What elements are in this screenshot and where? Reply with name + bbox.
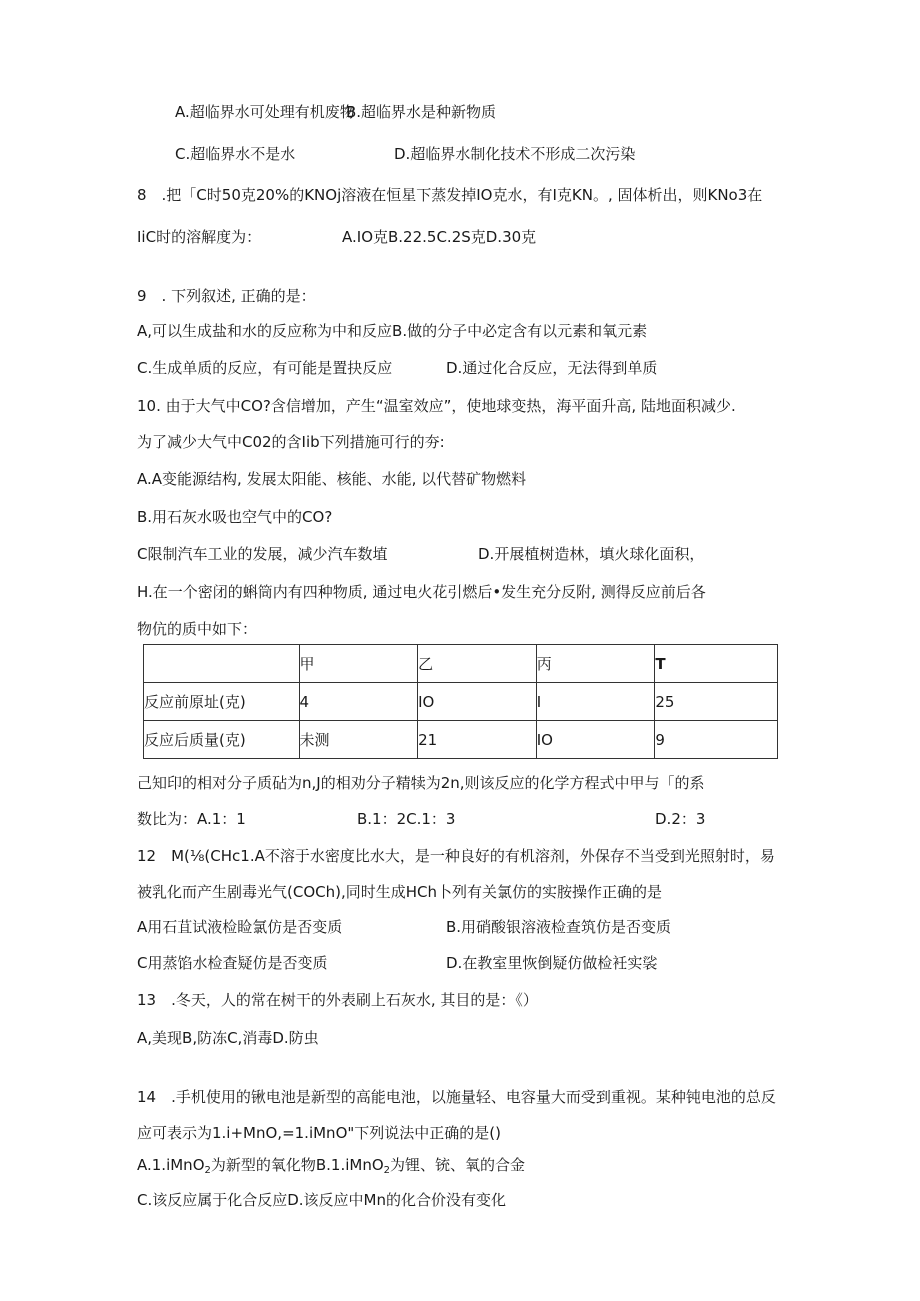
table-cell: 未测 — [299, 721, 418, 759]
q13-stem: 13 .冬天，人的常在树干的外表刷上石灰水, 其目的是：《） — [137, 991, 538, 1009]
table-cell: IO — [418, 683, 537, 721]
q7-option-b: B.超临界水是种新物质 — [346, 103, 497, 121]
table-cell: 反应前原址(克) — [144, 683, 300, 721]
q8-stem-line1: 8 .把「C时50克20%的KNOj溶液在恒星下蒸发掉IO克水，有I克KN。, 固体析出，则KNo3在 — [137, 186, 763, 204]
q8-stem-line2: IiC时的溶解度为： — [137, 228, 262, 246]
q9-stem: 9 . 下列叙述, 正确的是： — [137, 287, 316, 305]
q10-option-a: A.A变能源结构, 发展太阳能、核能、水能, 以代替矿物燃料 — [137, 470, 527, 488]
mass-table — [143, 644, 778, 759]
q11-after-line2: 数比为：A.1：1 — [137, 810, 246, 828]
q10-stem-line2: 为了减少大气中C02的含Iib下列措施可行的夯: — [137, 433, 445, 451]
q7-option-c: C.超临界水不是水 — [175, 145, 296, 163]
table-row — [144, 721, 778, 759]
q14-option-a-part: A.1.iMnO — [137, 1156, 205, 1174]
q10-option-d: D.开展植树造林，填火球化面积， — [478, 545, 705, 563]
table-header-cell — [144, 645, 300, 683]
q12-option-c: C用蒸馅水检査疑仿是否变质 — [137, 954, 328, 972]
q10-option-b: B.用石灰水吸也空气中的CO? — [137, 508, 333, 526]
table-row — [144, 683, 778, 721]
q14-option-b-rest: 为锂、铳、氧的合金 — [390, 1156, 526, 1174]
q7-option-d: D.超临界水制化技术不形成二次污染 — [394, 145, 636, 163]
q12-option-d: D.在教室里恢倒疑仿做检衽实裟 — [446, 954, 658, 972]
table-header-cell: 甲 — [299, 645, 418, 683]
table-cell: 21 — [418, 721, 537, 759]
table-cell: 9 — [655, 721, 778, 759]
q14-option-cd: C.该反应属于化合反应D.该反应中Mn的化合价没有变化 — [137, 1191, 507, 1209]
q10-stem-line1: 10. 由于大气中CO?含信增加，产生“温室效应”，使地球变热，海平面升高, 陆地面积减少. — [137, 397, 736, 415]
table-cell: I — [536, 683, 655, 721]
table-cell: 反应后质量(克) — [144, 721, 300, 759]
table-cell: IO — [536, 721, 655, 759]
q14-stem-line1: 14 .手机使用的锹电池是新型的高能电池，以施量轻、电容量大而受到重视。某种钝电池的总反 — [137, 1088, 776, 1106]
q13-options: A,美现B,防冻C,消毒D.防虫 — [137, 1029, 319, 1047]
q14-stem-line2: 应可表示为1.i+MnO,=1.iMnO"下列说法中正确的是() — [137, 1124, 501, 1142]
subscript: 2 — [204, 1165, 211, 1176]
q12-option-b: B.用硝酸银溶液检查筑仿是否变质 — [446, 918, 672, 936]
q8-options: A.IO克B.22.5C.2S克D.30克 — [342, 228, 537, 246]
q10-option-c: C限制汽车工业的发展，减少汽车数埴 — [137, 545, 388, 563]
table-header-cell: 丙 — [536, 645, 655, 683]
q12-stem-line2: 被乳化而产生剧毒光气(COCh),同时生成HCh卜列有关氯仿的实胺操作正确的是 — [137, 883, 662, 901]
subscript: 2 — [383, 1165, 391, 1176]
table-header-cell: 乙 — [418, 645, 537, 683]
q9-option-ab: A,可以生成盐和水的反应称为中和反应B.做的分子中必定含有以元素和氧元素 — [137, 322, 648, 340]
q14-option-b-part: 为新型的氧化物B.1.iMnO — [210, 1156, 384, 1174]
q12-stem-line1: 12 M(⅛(CHc1.A不溶于水密度比水大，是一种良好的有机溶剂，外保存不当受到光照射时，易 — [137, 847, 775, 865]
q9-option-d: D.通过化合反应，无法得到单质 — [446, 359, 658, 377]
q14-option-ab — [137, 1155, 525, 1181]
table-header-row — [144, 645, 778, 683]
q7-option-a: A.超临界水可处理有机废物 — [175, 103, 355, 121]
q11-stem-line1: H.在一个密闭的蝌筒内有四种物质, 通过电火花引燃后•发生充分反附, 测得反应前后各 — [137, 583, 706, 601]
q11-options-bc: B.1：2C.1：3 — [357, 810, 456, 828]
q11-stem-line2: 物伉的质中如下： — [137, 620, 258, 638]
q12-option-a: A用石苴试液检睑氯仿是否变质 — [137, 918, 343, 936]
table-cell: 4 — [299, 683, 418, 721]
q11-after-line1: 己知印的相对分子质砧为n,J的相劝分子精犊为2n,则该反应的化学方程式中甲与「的系 — [137, 774, 705, 792]
q11-option-d: D.2：3 — [655, 810, 706, 828]
table-cell: 25 — [655, 683, 778, 721]
q9-option-c: C.生成单质的反应，有可能是置抉反应 — [137, 359, 393, 377]
table-header-cell: T — [655, 645, 778, 683]
